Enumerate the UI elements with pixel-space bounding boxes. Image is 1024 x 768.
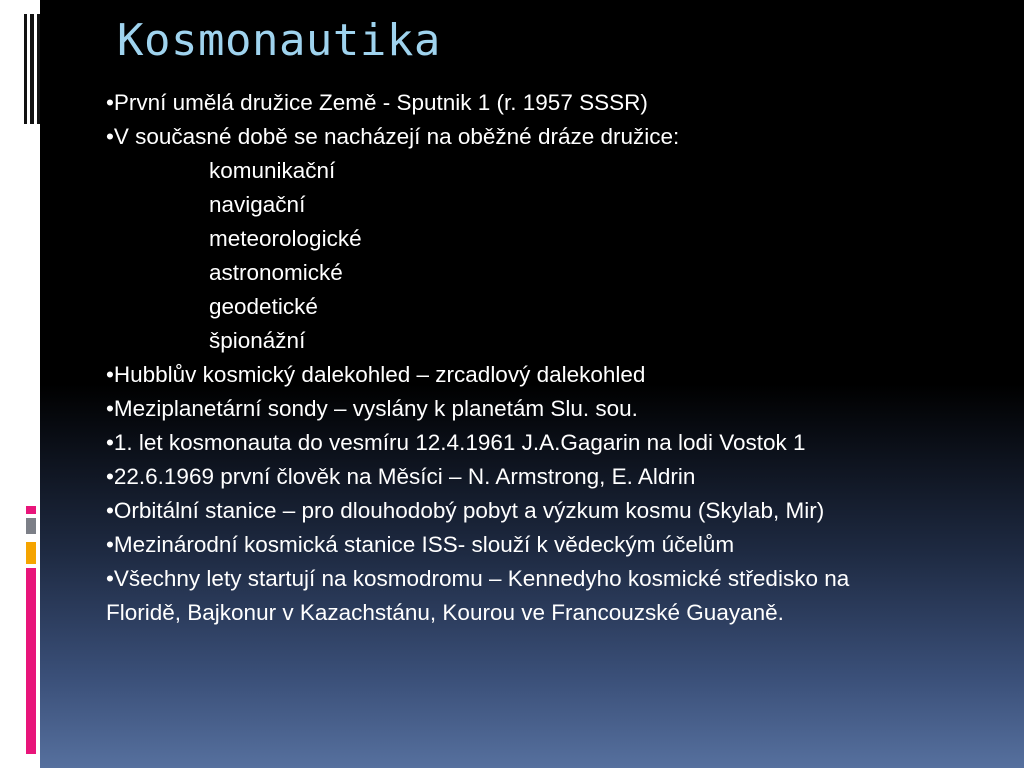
bottom-color-strip-decoration — [26, 506, 40, 754]
bullet-item: •V současné době se nacházejí na oběžné dráze družice: — [106, 124, 680, 149]
bullet-item: •První umělá družice Země - Sputnik 1 (r. 1957 SSSR) — [106, 90, 648, 115]
barcode-bar — [24, 14, 27, 124]
bullet-item: •22.6.1969 první člověk na Měsíci – N. Armstrong, E. Aldrin — [106, 464, 696, 489]
bullet-item: •Mezinárodní kosmická stanice ISS- slouží k vědeckým účelům — [106, 532, 735, 557]
satellite-type-item: meteorologické — [209, 226, 362, 251]
satellite-type-item: geodetické — [209, 294, 318, 319]
barcode-bar — [30, 14, 34, 124]
slide-content — [106, 86, 986, 630]
pink-accent-segment — [26, 506, 36, 514]
satellite-type-item: špionážní — [209, 328, 306, 353]
top-barcode-decoration — [24, 14, 40, 124]
bullet-item: •Meziplanetární sondy – vyslány k planetám Slu. sou. — [106, 396, 638, 421]
bullet-item: •Hubblův kosmický dalekohled – zrcadlový dalekohled — [106, 362, 646, 387]
gray-accent-segment — [26, 518, 36, 534]
satellite-type-item: navigační — [209, 192, 306, 217]
satellite-type-item: komunikační — [209, 158, 336, 183]
barcode-bar — [37, 14, 40, 124]
bullet-item: •Orbitální stanice – pro dlouhodobý pobyt a výzkum kosmu (Skylab, Mir) — [106, 498, 825, 523]
bullet-item: •1. let kosmonauta do vesmíru 12.4.1961 J.A.Gagarin na lodi Vostok 1 — [106, 430, 806, 455]
bullet-item: •Všechny lety startují na kosmodromu – Kennedyho kosmické středisko na Floridě, Bajkonur v Kazachstánu, Kourou ve Francouzské Guayaně. — [106, 566, 850, 625]
slide-title: Kosmonautika — [117, 15, 441, 66]
satellite-type-item: astronomické — [209, 260, 343, 285]
pink-accent-bar — [26, 568, 36, 754]
orange-accent-segment — [26, 542, 36, 564]
